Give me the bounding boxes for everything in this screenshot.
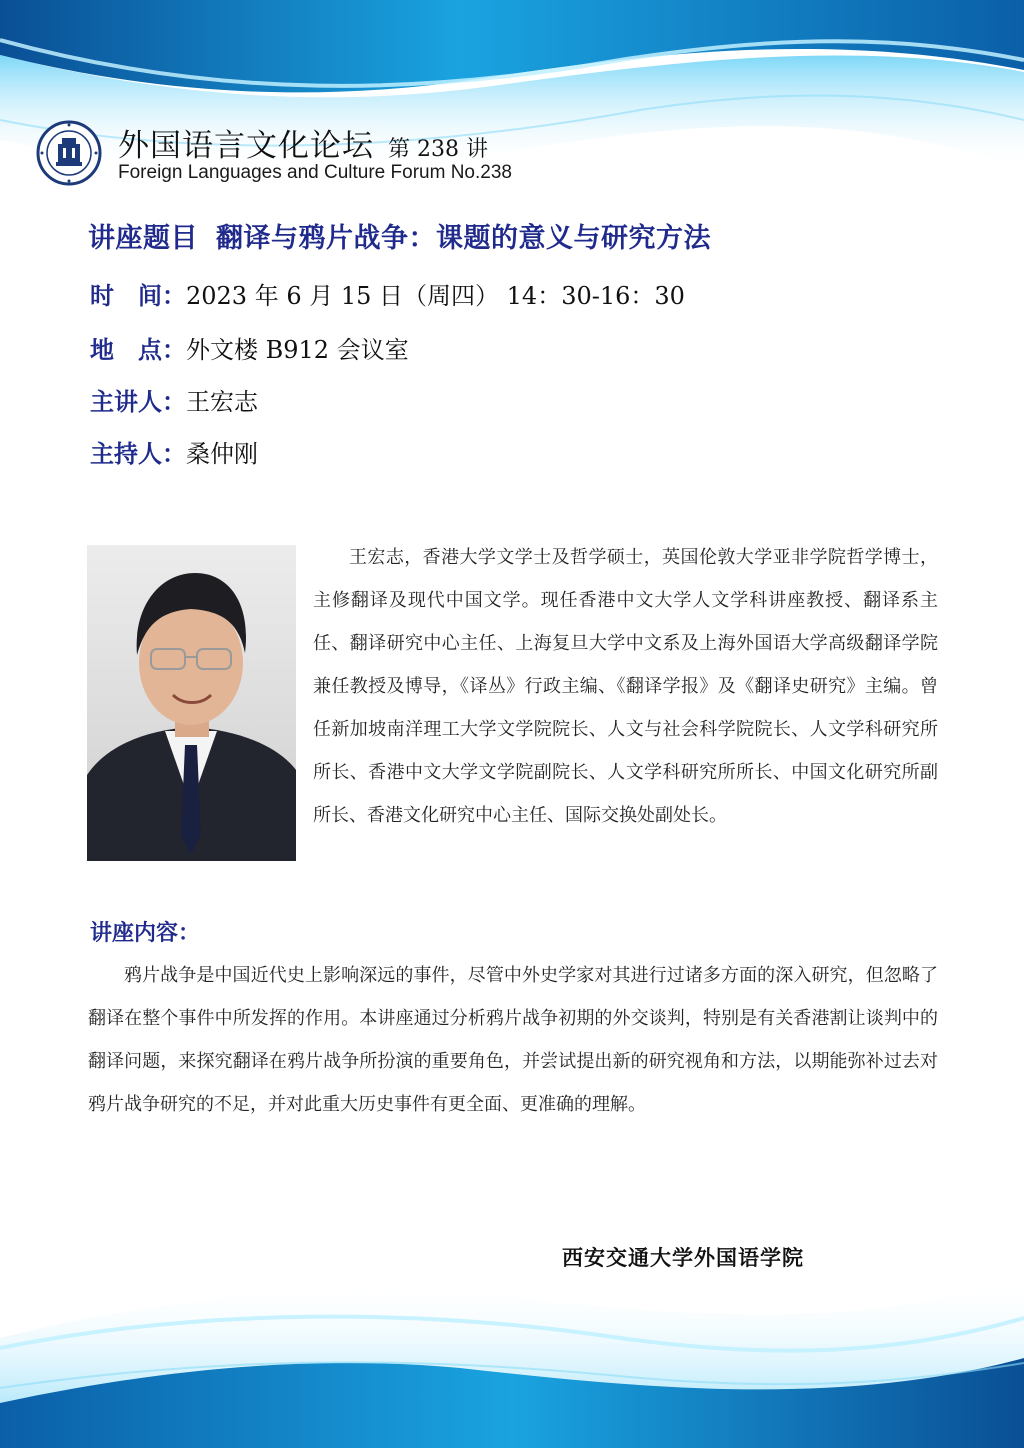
forum-title-cn: 外国语言文化论坛 bbox=[118, 128, 374, 164]
bottom-wave-decoration bbox=[0, 1188, 1024, 1448]
forum-title-en: Foreign Languages and Culture Forum No.238 bbox=[118, 162, 512, 183]
info-host bbox=[90, 434, 258, 469]
content-heading: 讲座内容： bbox=[90, 920, 201, 946]
time-value: 2023 年 6 月 15 日（周四） 14：30-16：30 bbox=[186, 282, 685, 310]
host-label: 主持人： bbox=[90, 439, 186, 468]
place-label: 地 点： bbox=[90, 335, 186, 364]
lecture-title-text: 翻译与鸦片战争：课题的意义与研究方法 bbox=[216, 223, 711, 254]
speaker-bio: 王宏志，香港大学文学士及哲学硕士，英国伦敦大学亚非学院哲学博士，主修翻译及现代中国文学。现任香港中文大学人文学科讲座教授、翻译系主任、翻译研究中心主任、上海复旦大学中文系及上海外国语大学高级翻译学院兼任教授及博导，《译丛》行政主编、《翻译学报》及《翻译史研究》主编。曾任新加坡南洋理工大学文学院院长、人文与社会科学院院长、人文学科研究所所长、香港中文大学文学院副院长、人文学科研究所所长、中国文化研究所副所长、香港文化研究中心主任、国际交换处副处长。 bbox=[313, 547, 938, 826]
speaker-photo bbox=[87, 545, 296, 861]
content-body: 鸦片战争是中国近代史上影响深远的事件，尽管中外史学家对其进行过诸多方面的深入研究，但忽略了翻译在整个事件中所发挥的作用。本讲座通过分析鸦片战争初期的外交谈判，特别是有关香港割让谈判中的翻译问题，来探究翻译在鸦片战争所扮演的重要角色，并尝试提出新的研究视角和方法，以期能弥补过去对鸦片战争研究的不足，并对此重大历史事件有更全面、更准确的理解。 bbox=[88, 965, 938, 1115]
lecture-title bbox=[88, 216, 711, 255]
host-value: 桑仲刚 bbox=[186, 440, 258, 468]
speaker-label: 主讲人： bbox=[90, 387, 186, 416]
organizer: 西安交通大学外国语学院 bbox=[562, 1245, 804, 1270]
info-speaker bbox=[90, 382, 258, 417]
forum-title bbox=[118, 120, 488, 165]
info-place bbox=[90, 330, 409, 365]
top-wave-decoration bbox=[0, 0, 1024, 230]
info-time bbox=[90, 276, 685, 311]
lecture-number: 第 238 讲 bbox=[388, 137, 488, 162]
place-value: 外文楼 B912 会议室 bbox=[186, 336, 409, 364]
speaker-value: 王宏志 bbox=[186, 388, 258, 416]
university-emblem-logo bbox=[36, 120, 102, 186]
time-label: 时 间： bbox=[90, 281, 186, 310]
lecture-title-label: 讲座题目 bbox=[88, 223, 198, 254]
